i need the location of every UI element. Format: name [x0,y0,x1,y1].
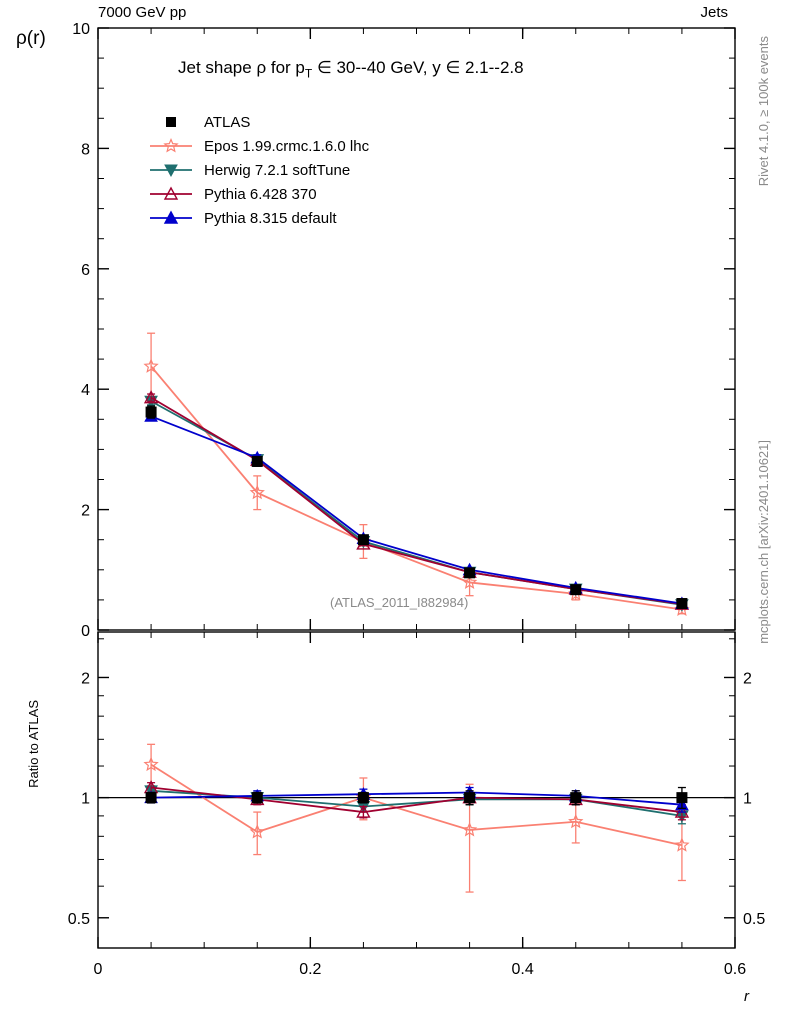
y-tick-label-main: 8 [81,141,90,159]
side-caption-top: Rivet 4.1.0, ≥ 100k events [756,36,771,187]
marker-atlas [677,599,687,609]
legend-marker-herwig [148,160,194,180]
marker-atlas [465,568,475,578]
header-left: 7000 GeV pp [98,4,187,21]
y-tick-label-ratio-right: 1 [743,790,752,808]
series-line-epos [151,366,682,609]
marker-atlas [571,793,581,803]
marker-atlas [146,793,156,803]
y-tick-label-main: 2 [81,502,90,520]
marker-atlas [358,535,368,545]
x-tick-label: 0 [93,961,103,978]
series-line-herwig [151,401,682,604]
series-line-pythia6 [151,398,682,604]
marker-atlas [465,793,475,803]
legend-item-atlas[interactable] [148,110,369,134]
series-line-pythia6 [151,788,682,813]
legend-label-pythia8: Pythia 8.315 default [204,209,337,227]
legend-item-pythia6[interactable] [148,182,369,206]
legend-item-epos[interactable] [148,134,369,158]
side-caption-bottom: mcplots.cern.ch [arXiv:2401.10621] [756,440,771,644]
x-tick-label: 0.4 [511,961,534,978]
dataset-watermark: (ATLAS_2011_I882984) [330,595,469,610]
marker-atlas [571,585,581,595]
x-tick-label: 0.6 [723,961,747,978]
legend [148,110,369,230]
marker-atlas [677,793,687,803]
y-tick-label-main: 4 [81,382,90,400]
ratio-panel-frame [98,632,735,948]
y-tick-label-ratio-right: 0.5 [743,910,766,928]
y-tick-label-ratio: 0.5 [67,910,90,928]
x-axis-label: r [744,988,749,1005]
y-tick-label-main: 6 [81,261,90,279]
legend-marker-atlas [148,112,194,132]
marker-atlas [252,456,262,466]
plot-title: Jet shape ρ for $p_T$ ∈ 30--40 GeV, y ∈ 2.1--2.8 [178,58,524,81]
legend-item-pythia8[interactable] [148,206,369,230]
legend-marker-pythia6 [148,184,194,204]
legend-marker-epos [148,136,194,156]
legend-marker-pythia8 [148,208,194,228]
y-tick-label-ratio-right: 2 [743,670,752,688]
legend-label-epos: Epos 1.99.crmc.1.6.0 lhc [204,137,370,155]
y-tick-label-ratio: 1 [81,790,90,808]
y-tick-label-ratio: 2 [81,670,90,688]
x-tick-label: 0.2 [299,961,322,978]
y-axis-label-ratio: Ratio to ATLAS [26,700,41,788]
y-tick-label-main: 0 [81,623,90,640]
y-tick-label-main: 10 [72,21,90,38]
legend-label-atlas: ATLAS [204,113,251,131]
marker-atlas [358,793,368,803]
header-right: Jets [700,4,728,21]
legend-label-pythia6: Pythia 6.428 370 [204,185,317,203]
marker-atlas [146,407,156,417]
legend-item-herwig[interactable] [148,158,369,182]
y-axis-label-main: ρ(r) [16,28,46,49]
legend-label-herwig: Herwig 7.2.1 softTune [204,161,351,179]
marker-atlas [252,793,262,803]
